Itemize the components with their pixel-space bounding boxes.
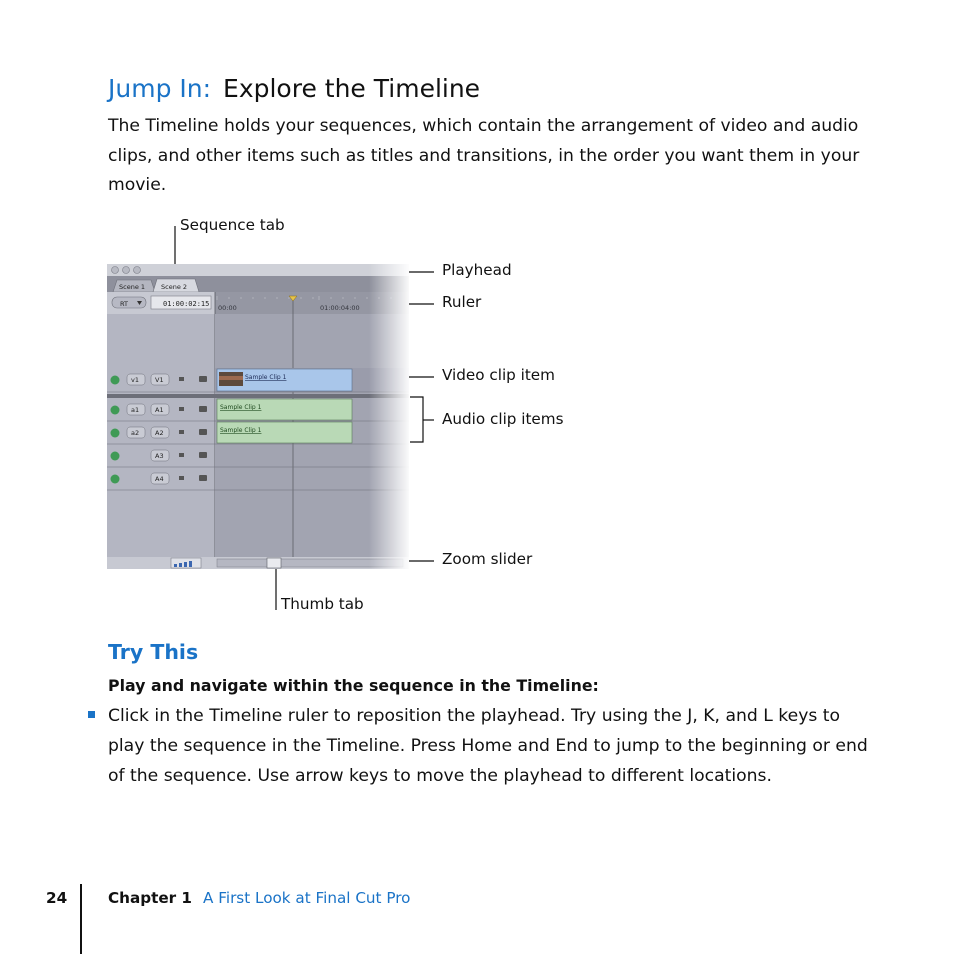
track-a4-dest: A4 [155, 475, 164, 483]
callout-sequence-tab: Sequence tab [180, 216, 285, 234]
bullet-text: Click in the Timeline ruler to reposition the playhead. Try using the J, K, and L keys to play the sequence in the Timeline. Press Home and End to jump to the beginning or end of the sequence. Use arrow keys to move the playhead to different locations. [108, 706, 868, 786]
ruler-time-start: 00:00 [218, 304, 237, 312]
audio-clip-2-label: Sample Clip 1 [220, 427, 262, 434]
callout-playhead: Playhead [442, 261, 512, 279]
rt-popup-label: RT [120, 300, 129, 308]
track-a1-dest: A1 [155, 406, 164, 414]
callout-zoom-slider: Zoom slider [442, 550, 533, 568]
track-a1-source: a1 [131, 406, 140, 414]
bullet-square-icon [88, 711, 95, 718]
ruler-time-mid: 01:00:04:00 [320, 304, 360, 312]
intro-paragraph: The Timeline holds your sequences, which contain the arrangement of video and audio clips, and other items such as titles and transitions, in the order you want them in your movie. [108, 116, 860, 195]
callout-video-clip-item: Video clip item [442, 366, 555, 384]
callout-ruler: Ruler [442, 293, 482, 311]
footer-book-title: A First Look at Final Cut Pro [203, 889, 411, 907]
timecode-value: 01:00:02:15 [163, 300, 210, 308]
callout-thumb-tab: Thumb tab [281, 595, 364, 613]
track-a3-dest: A3 [155, 452, 164, 460]
track-v1-dest: V1 [155, 376, 164, 384]
track-v1-source: v1 [131, 376, 139, 384]
callout-audio-clip-items: Audio clip items [442, 410, 564, 428]
title-lead: Jump In: [108, 74, 212, 103]
footer-chapter: Chapter 1 [108, 889, 192, 907]
tab-scene-2-label: Scene 2 [161, 283, 188, 291]
track-a2-dest: A2 [155, 429, 164, 437]
video-clip-label: Sample Clip 1 [245, 374, 287, 381]
track-a2-source: a2 [131, 429, 140, 437]
tab-scene-1-label: Scene 1 [119, 283, 146, 291]
title-main: Explore the Timeline [223, 74, 481, 103]
page-number: 24 [46, 889, 68, 907]
footer-divider [80, 884, 82, 954]
try-this-heading: Try This [108, 640, 199, 664]
try-this-subheading: Play and navigate within the sequence in the Timeline: [108, 676, 599, 695]
timeline-screenshot [107, 264, 409, 569]
audio-clip-1-label: Sample Clip 1 [220, 404, 262, 411]
